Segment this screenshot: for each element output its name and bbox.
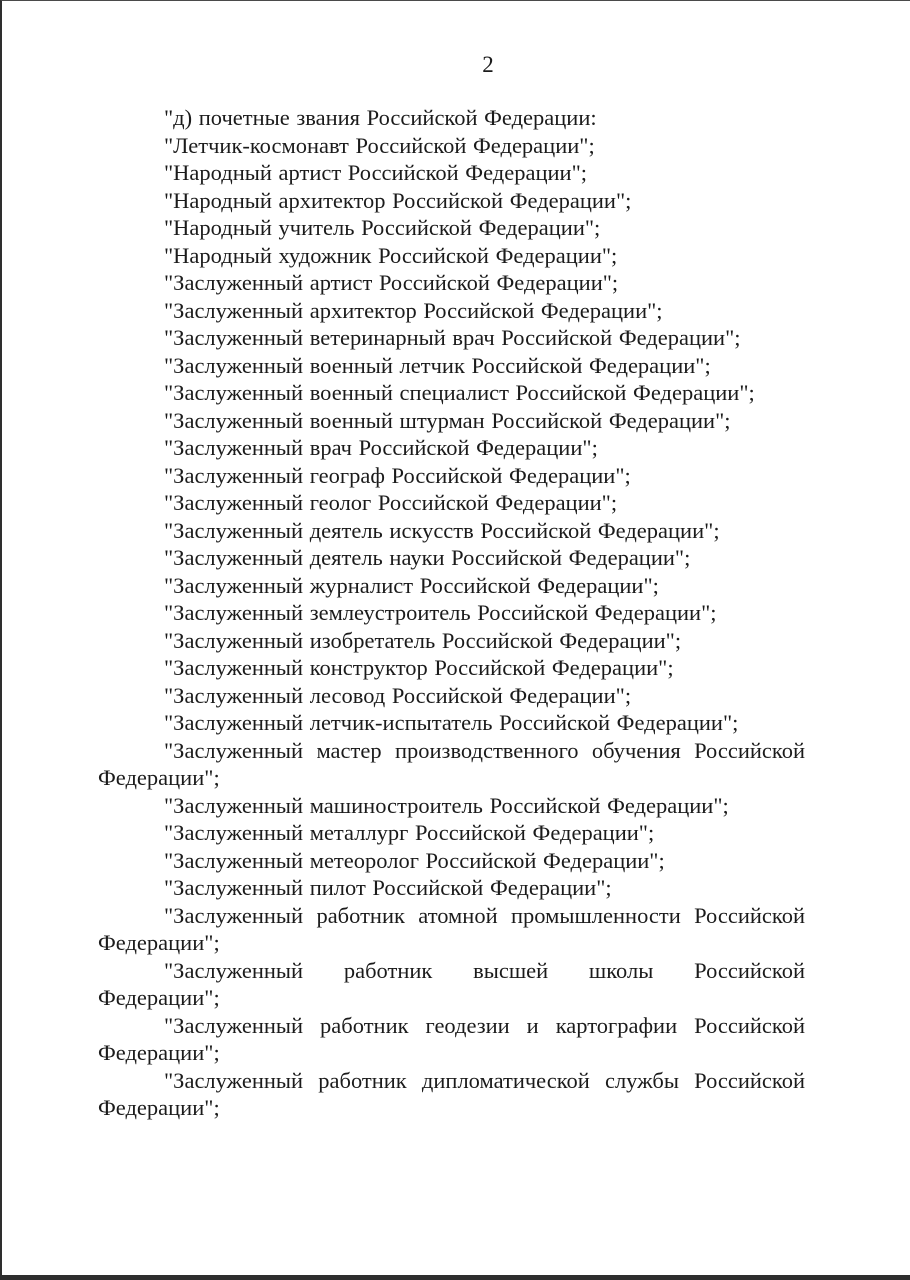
text-line: "Летчик-космонавт Российской Федерации"; [164, 132, 595, 158]
text-line: "Заслуженный деятель искусств Российской Федерации"; [164, 517, 720, 543]
paragraph [98, 572, 805, 600]
paragraph [98, 874, 805, 902]
text-line: "Заслуженный врач Российской Федерации"; [164, 435, 598, 460]
paragraph [98, 242, 805, 270]
paragraph [98, 819, 805, 847]
paragraph [98, 544, 805, 572]
text-line: "Заслуженный работник высшей школы Российской [164, 957, 805, 983]
text-line: "Заслуженный метеоролог Российской Федерации"; [164, 847, 665, 873]
text-line: "Заслуженный ветеринарный врач Российской Федерации"; [164, 325, 741, 350]
text-line: "Заслуженный журналист Российской Федерации"; [164, 572, 659, 598]
text-line: "Заслуженный артист Российской Федерации"; [164, 270, 619, 295]
paragraph [98, 654, 805, 682]
text-line: Федерации"; [98, 1095, 220, 1120]
text-line: "Народный артист Российской Федерации"; [164, 160, 588, 185]
paragraph [98, 352, 805, 380]
document-body [98, 104, 805, 1122]
text-line: "Заслуженный военный летчик Российской Федерации"; [164, 352, 711, 378]
paragraph [98, 159, 805, 187]
paragraph [98, 1067, 805, 1122]
paragraph [98, 627, 805, 655]
text-line: "Заслуженный летчик-испытатель Российской Федерации"; [164, 710, 739, 735]
paragraph [98, 434, 805, 462]
paragraph [98, 957, 805, 1012]
text-line: Федерации"; [98, 985, 220, 1010]
text-line: "Заслуженный пилот Российской Федерации"; [164, 875, 612, 900]
paragraph [98, 104, 805, 132]
text-line: Федерации"; [98, 765, 220, 790]
paragraph [98, 297, 805, 325]
paragraph [98, 132, 805, 160]
paragraph [98, 1012, 805, 1067]
page-number: 2 [482, 52, 494, 77]
text-line: "Заслуженный военный штурман Российской Федерации"; [164, 407, 731, 433]
text-line: "Народный архитектор Российской Федерации"; [164, 187, 632, 213]
text-line: "Заслуженный архитектор Российской Федерации"; [164, 297, 663, 323]
text-line: "Заслуженный работник дипломатической службы Российской [164, 1067, 805, 1093]
text-line: "Заслуженный металлург Российской Федерации"; [164, 820, 655, 845]
text-line: "д) почетные звания Российской Федерации: [164, 105, 597, 130]
paragraph [98, 269, 805, 297]
text-line: "Заслуженный конструктор Российской Федерации"; [164, 655, 674, 680]
paragraph [98, 847, 805, 875]
paragraph [98, 599, 805, 627]
paragraph [98, 379, 805, 407]
text-line: "Заслуженный географ Российской Федерации"; [164, 462, 631, 488]
text-line: "Заслуженный землеустроитель Российской Федерации"; [164, 600, 717, 625]
text-line: Федерации"; [98, 1040, 220, 1065]
text-line: "Заслуженный деятель науки Российской Федерации"; [164, 545, 691, 570]
paragraph [98, 324, 805, 352]
text-line: "Заслуженный мастер производственного обучения Российской [164, 737, 805, 763]
paragraph [98, 214, 805, 242]
text-line: "Заслуженный изобретатель Российской Федерации"; [164, 627, 682, 653]
paragraph [98, 517, 805, 545]
text-line: Федерации"; [98, 930, 220, 955]
paragraph [98, 792, 805, 820]
text-line: "Заслуженный военный специалист Российской Федерации"; [164, 380, 755, 405]
paragraph [98, 462, 805, 490]
text-line: "Народный учитель Российской Федерации"; [164, 215, 601, 240]
text-line: "Заслуженный работник геодезии и картографии Российской [164, 1012, 805, 1038]
text-line: "Заслуженный машиностроитель Российской Федерации"; [164, 792, 729, 818]
paragraph [98, 737, 805, 792]
text-line: "Заслуженный геолог Российской Федерации"; [164, 490, 618, 515]
paragraph [98, 187, 805, 215]
paragraph [98, 407, 805, 435]
text-line: "Заслуженный лесовод Российской Федерации"; [164, 682, 632, 708]
text-line: "Заслуженный работник атомной промышленности Российской [164, 902, 805, 928]
paragraph [98, 709, 805, 737]
paragraph [98, 682, 805, 710]
paragraph [98, 902, 805, 957]
text-line: "Народный художник Российской Федерации"; [164, 242, 618, 268]
paragraph [98, 489, 805, 517]
